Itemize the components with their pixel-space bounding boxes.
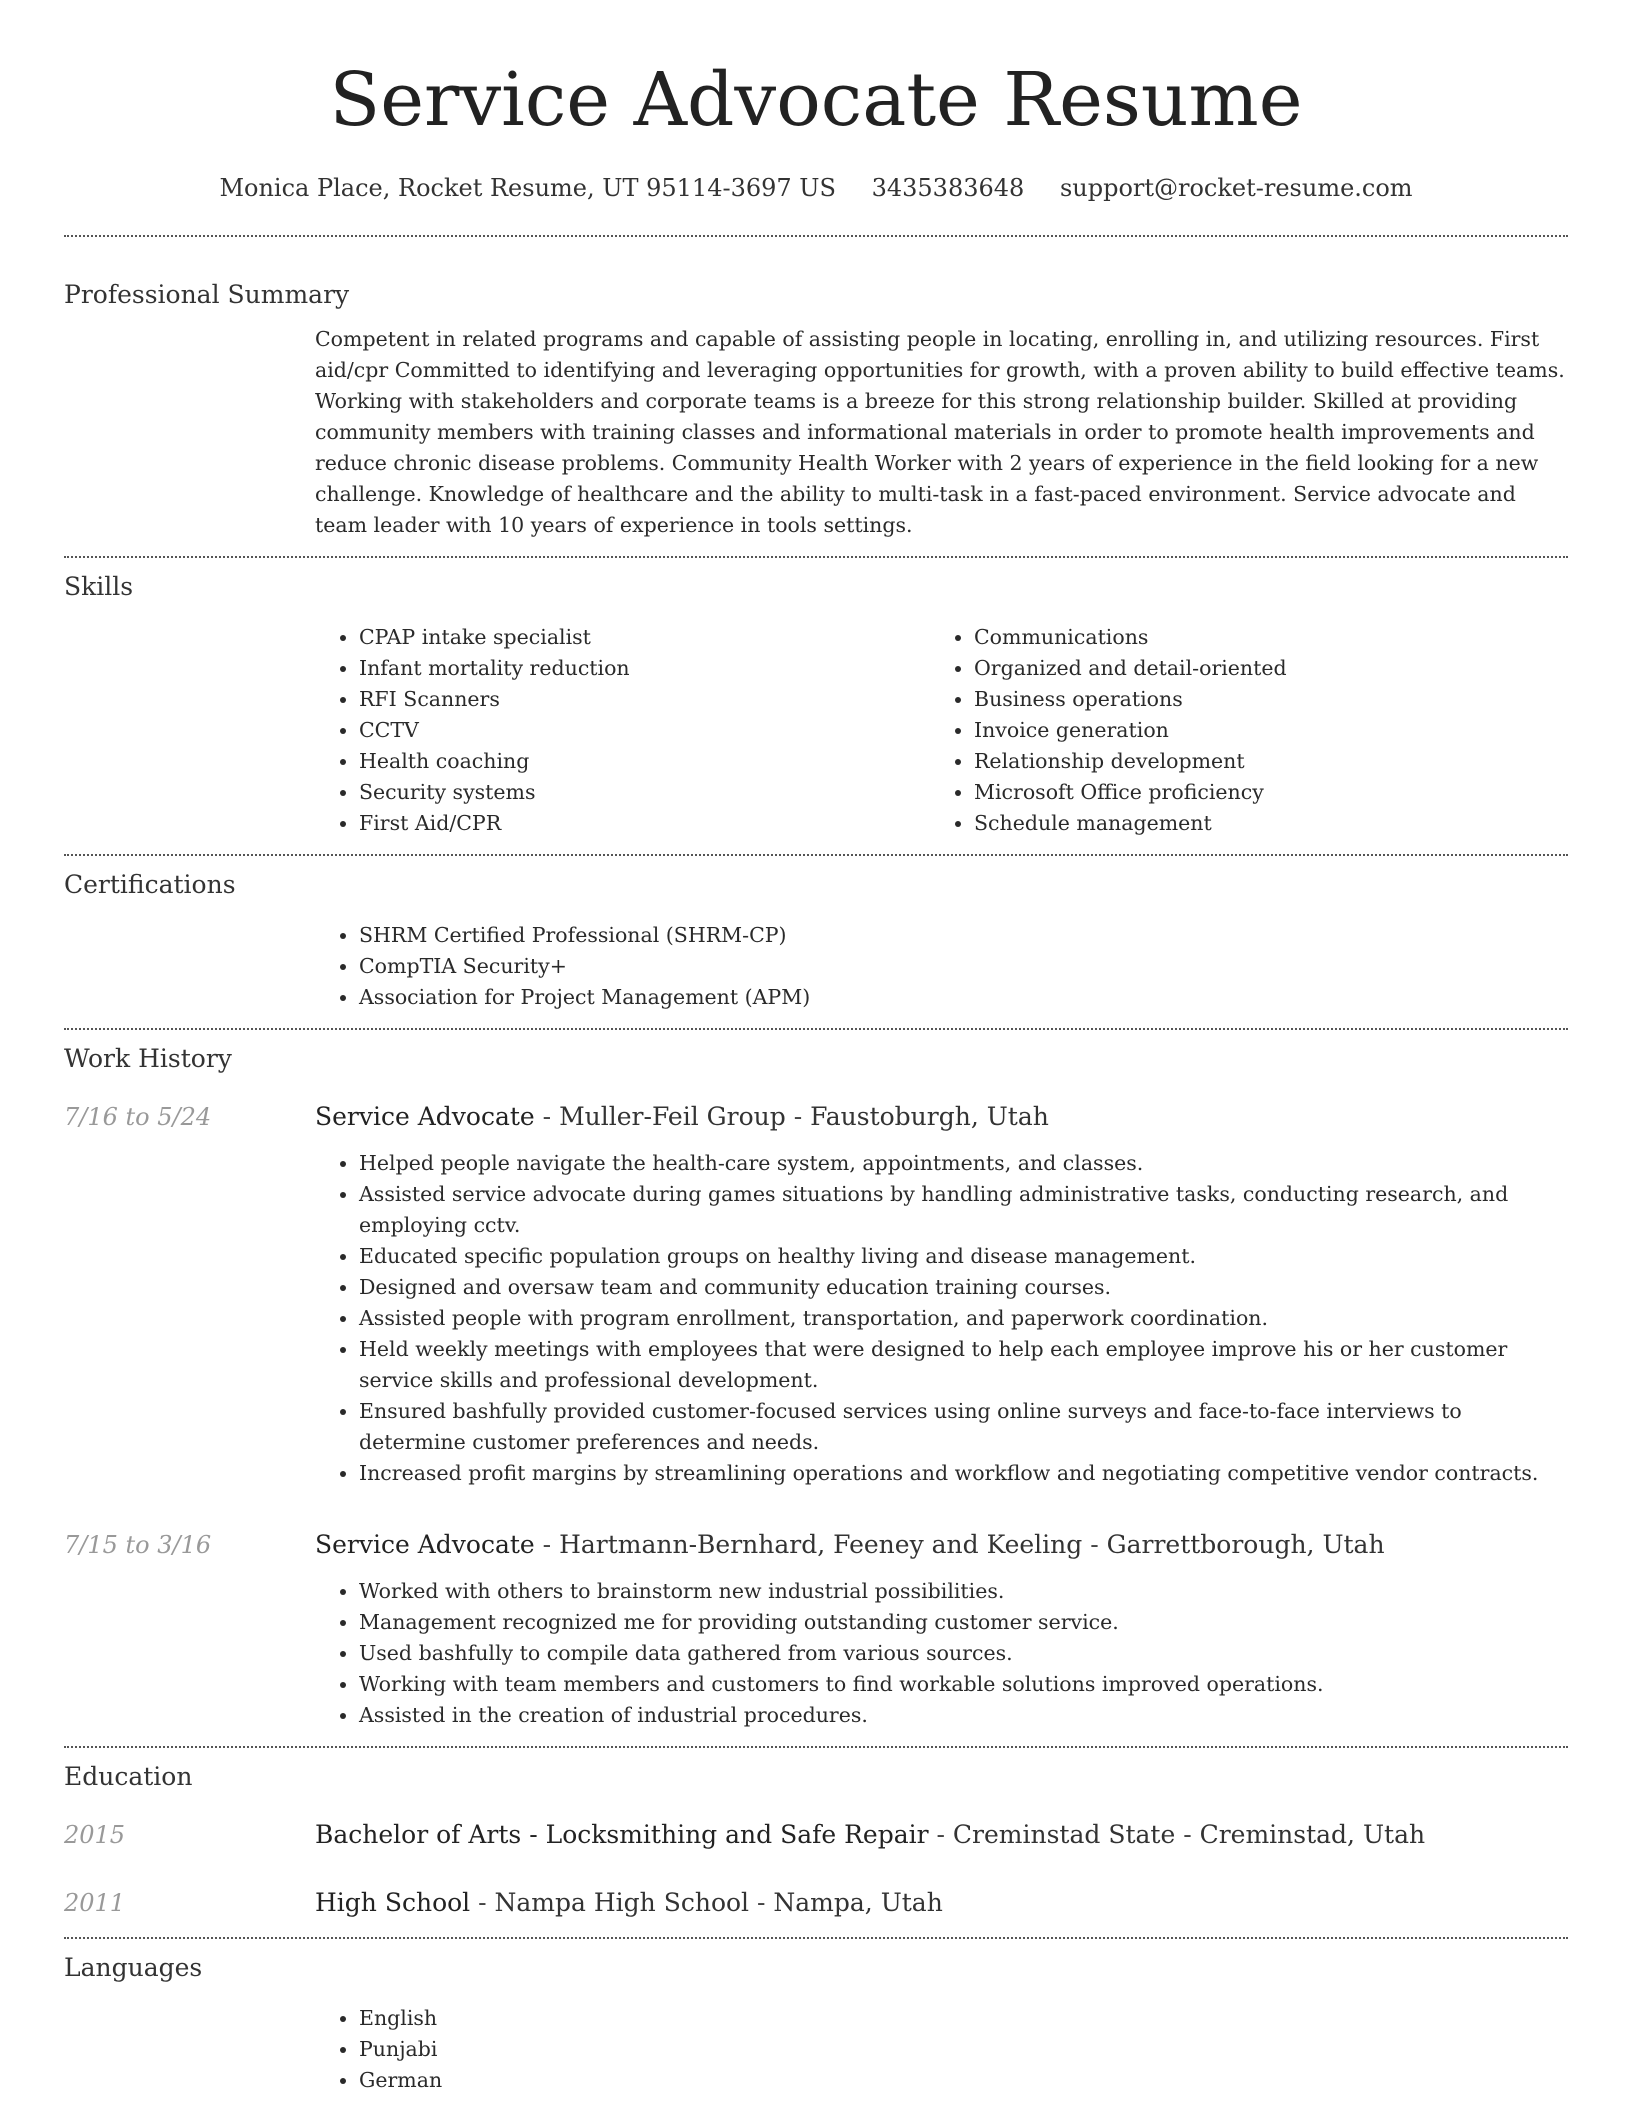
job-bullet: • Used bashfully to compile data gathered from various sources. (359, 1638, 1568, 1669)
contact-email: support@rocket-resume.com (1059, 174, 1413, 202)
skill-item: • Schedule management (974, 808, 1545, 839)
job-bullet: • Designed and oversaw team and community education training courses. (359, 1272, 1568, 1303)
job-bullet: • Helped people navigate the health-care system, appointments, and classes. (359, 1148, 1568, 1179)
education-title: Bachelor of Arts - Locksmithing and Safe Repair - Creminstad State - Creminstad, Utah (315, 1820, 1426, 1849)
certification-item: • Association for Project Management (APM) (359, 982, 1568, 1013)
certification-item: • CompTIA Security+ (359, 951, 1568, 982)
section-heading-education: Education (64, 1762, 193, 1791)
education-school: Nampa High School (494, 1888, 750, 1917)
language-item: • English (359, 2003, 1568, 2034)
job-company: Hartmann-Bernhard, Feeney and Keeling (559, 1530, 1083, 1559)
contact-phone: 3435383648 (871, 174, 1025, 202)
resume-page (64, 0, 1568, 2096)
education-degree: High School (315, 1888, 471, 1917)
job-bullet: • Management recognized me for providing outstanding customer service. (359, 1607, 1568, 1638)
section-heading-skills: Skills (64, 572, 134, 601)
skill-item: • RFI Scanners (359, 684, 930, 715)
skill-item: • Organized and detail-oriented (974, 653, 1545, 684)
job-bullet: • Assisted people with program enrollment, transportation, and paperwork coordination. (359, 1303, 1568, 1334)
job-bullet: • Ensured bashfully provided customer-focused services using online surveys and face-to-face interviews to determine customer preferences and needs. (359, 1396, 1568, 1458)
education-section (64, 1748, 1568, 1921)
skill-item: • CCTV (359, 715, 930, 746)
education-year: 2015 (64, 1821, 126, 1849)
job-title: Service Advocate - Hartmann-Bernhard, Feeney and Keeling - Garrettborough, Utah (315, 1530, 1385, 1559)
skill-item: • Security systems (359, 777, 930, 808)
job-bullets (315, 1576, 1568, 1731)
language-item: • Punjabi (359, 2034, 1568, 2065)
section-heading-certifications: Certifications (64, 870, 236, 899)
certifications-list (315, 920, 1568, 1013)
education-school: Creminstad State (952, 1820, 1176, 1849)
summary-text: Competent in related programs and capable of assisting people in locating, enrolling in, and utilizing resources. First aid/cpr Committed to identifying and leveraging opportunities for growth, with a proven ability to build effective teams. Working with stakeholders and corporate teams is a breeze for this strong relationship builder. Skilled at providing community members with training classes and informational materials in order to promote health improvements and reduce chronic disease problems. Community Health Worker with 2 years of experience in the field looking for a new challenge. Knowledge of healthcare and the ability to multi-task in a fast-paced environment. Service advocate and team leader with 10 years of experience in tools settings. (315, 327, 1565, 537)
certification-item: • SHRM Certified Professional (SHRM-CP) (359, 920, 1568, 951)
education-degree: Bachelor of Arts - Locksmithing and Safe Repair (315, 1820, 929, 1849)
skills-column-right (930, 622, 1545, 839)
education-year: 2011 (64, 1889, 126, 1917)
language-item: • German (359, 2065, 1568, 2096)
education-entry (64, 1817, 1568, 1853)
education-title: High School - Nampa High School - Nampa, Utah (315, 1888, 943, 1917)
skill-item: • Business operations (974, 684, 1545, 715)
job-bullets (315, 1148, 1568, 1489)
languages-section (64, 1939, 1568, 2096)
job-role: Service Advocate (315, 1102, 535, 1131)
skill-item: • Relationship development (974, 746, 1545, 777)
job-entry (64, 1527, 1568, 1731)
job-bullet: • Working with team members and customers to find workable solutions improved operations. (359, 1669, 1568, 1700)
job-location: Garrettborough, Utah (1106, 1530, 1385, 1559)
certifications-section (64, 856, 1568, 1013)
job-role: Service Advocate (315, 1530, 535, 1559)
section-heading-summary: Professional Summary (64, 280, 350, 309)
job-dates: 7/16 to 5/24 (64, 1103, 212, 1131)
job-bullet: • Increased profit margins by streamlining operations and workflow and negotiating competitive vendor contracts. (359, 1458, 1568, 1489)
summary-section (64, 237, 1568, 541)
skill-item: • First Aid/CPR (359, 808, 930, 839)
education-location: Nampa, Utah (773, 1888, 943, 1917)
skills-list-left (315, 622, 930, 839)
job-location: Faustoburgh, Utah (810, 1102, 1049, 1131)
job-bullet: • Assisted service advocate during games situations by handling administrative tasks, conducting research, and employing cctv. (359, 1179, 1568, 1241)
resume-title: Service Advocate Resume (329, 57, 1303, 143)
job-bullet: • Held weekly meetings with employees that were designed to help each employee improve his or her customer service skills and professional development. (359, 1334, 1568, 1396)
languages-list (315, 2003, 1568, 2096)
skill-item: • Communications (974, 622, 1545, 653)
job-company: Muller-Feil Group (559, 1102, 786, 1131)
job-bullet: • Assisted in the creation of industrial procedures. (359, 1700, 1568, 1731)
job-dates: 7/15 to 3/16 (64, 1531, 212, 1559)
section-heading-work-history: Work History (64, 1044, 232, 1073)
work-history-section (64, 1030, 1568, 1731)
contact-address: Monica Place, Rocket Resume, UT 95114-3697 US (219, 174, 836, 202)
education-location: Creminstad, Utah (1199, 1820, 1426, 1849)
skill-item: • Invoice generation (974, 715, 1545, 746)
job-bullet: • Worked with others to brainstorm new industrial possibilities. (359, 1576, 1568, 1607)
skills-column-left (315, 622, 930, 839)
skill-item: • Microsoft Office proficiency (974, 777, 1545, 808)
skills-list-right (930, 622, 1545, 839)
job-bullet: • Educated specific population groups on healthy living and disease management. (359, 1241, 1568, 1272)
section-heading-languages: Languages (64, 1953, 203, 1982)
job-title: Service Advocate - Muller-Feil Group - Faustoburgh, Utah (315, 1102, 1049, 1131)
skill-item: • Infant mortality reduction (359, 653, 930, 684)
job-entry (64, 1099, 1568, 1489)
skills-section (64, 558, 1568, 839)
contact-line (64, 170, 1568, 206)
education-entry (64, 1885, 1568, 1921)
skill-item: • CPAP intake specialist (359, 622, 930, 653)
skill-item: • Health coaching (359, 746, 930, 777)
